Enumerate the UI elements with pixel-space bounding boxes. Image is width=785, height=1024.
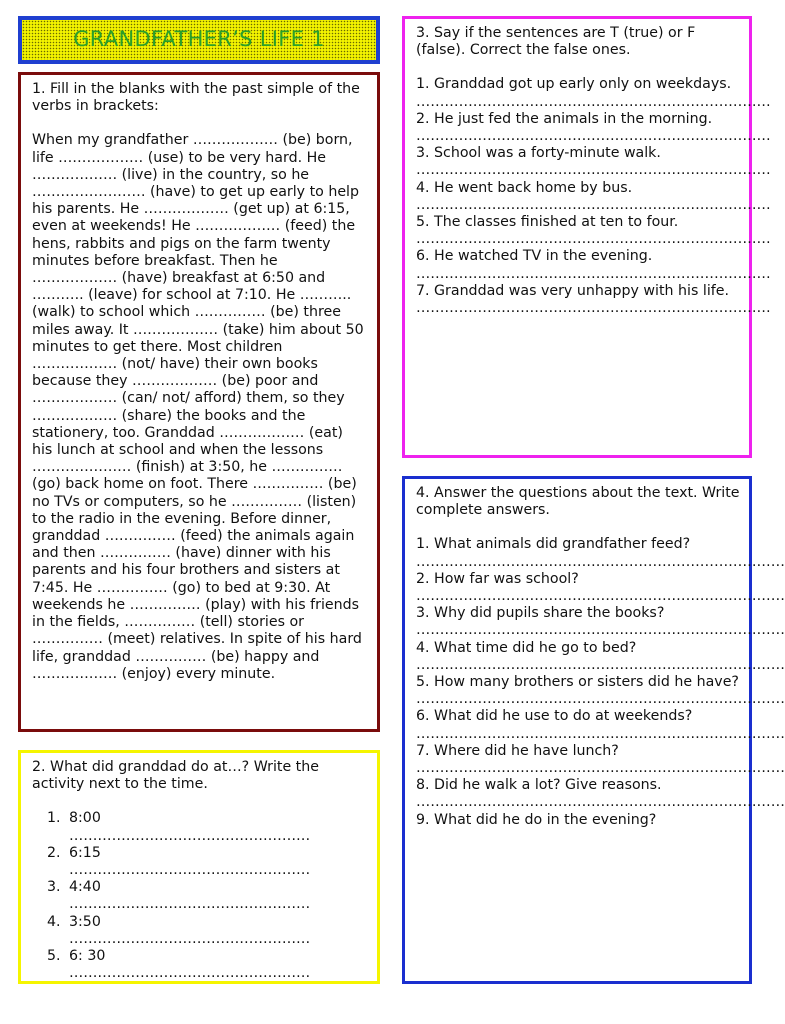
statement: 4. He went back home by bus. [416,179,633,196]
answer-blank[interactable]: …………………………………………………………………… [416,725,785,742]
answer-blank[interactable]: …………………………………………………………………… [416,588,785,605]
exercise-2-instruction: 2. What did granddad do at…? Write the activity next to the time. [32,759,319,793]
exercise-1-text: When my grandfather ……………… (be) born, life ……………… (use) to be very hard. He ……………… (live) in the country, so he …………………… (have) to get up early to help his parents. He ……………… (get up) at 6:15, even at weekends! He ……………… (feed) the hens, rabbits and pigs on the farm twenty minutes before breakfast. Then he ……………… (have) breakfast at 6:50 and ……….. (leave) for school at 7:10. He ……….. (walk) to school which …………… (be) three miles away. It ……………… (take) him about 50 minutes to get there. Most children ……………… (not/ have) their own books because they ……………… (be) poor and ……………… (can/ not/ afford) them, so they ……………… (share) the books and the stationery, too. Granddad ……………… (eat) his lunch at school and when the lessons ………………… (finish) at 3:50, he …………… (go) back home on foot. There …………… (be) no TVs or computers, so he …………… (listen) to the radio in the evening. Before dinner, granddad …………… (feed) the animals again and then …………… (have) dinner with his parents and his four brothers and sisters at 7:45. He …………… (go) to bed at 9:30. At weekends he …………… (play) with his friends in the fields, …………… (tell) stories or …………… (meet) relatives. In spite of his hard life, granddad …………… (be) happy and ……………… (enjoy) every minute. [32,132,364,682]
statement: 6. He watched TV in the evening. [416,248,653,265]
exercise-3-box [402,16,771,458]
answer-blank[interactable]: …………………………………………………………………… [416,760,785,777]
answer-blank[interactable]: …………………………………………… [69,965,311,982]
time-list [32,810,367,982]
answer-blank[interactable]: ………………………………………………………………… [416,128,771,145]
statement: 5. The classes finished at ten to four. [416,214,679,231]
question: 1. What animals did grandfather feed? [416,536,691,553]
answer-blank[interactable]: …………………………………………… [69,896,311,913]
answer-blank[interactable]: ………………………………………………………………… [416,162,771,179]
question: 9. What did he do in the evening? [416,811,657,828]
time-label: 6: 30 [69,948,106,965]
statement: 1. Granddad got up early only on weekdays. [416,76,732,93]
time-label: 3:50 [69,913,101,930]
exercise-4-box [402,476,785,984]
exercise-1-box [18,72,380,732]
statement: 2. He just fed the animals in the morning. [416,110,713,127]
statement: 7. Granddad was very unhappy with his life. [416,282,729,299]
answer-blank[interactable]: ………………………………………………………………… [416,231,771,248]
answer-blank[interactable]: ………………………………………………………………… [416,196,771,213]
exercise-1-instruction: 1. Fill in the blanks with the past simple of the verbs in brackets: [32,81,360,115]
question: 6. What did he use to do at weekends? [416,708,693,725]
title-banner [18,16,380,64]
answer-blank[interactable]: …………………………………………… [69,930,311,947]
statement: 3. School was a forty-minute walk. [416,145,661,162]
answer-blank[interactable]: …………………………………………………………………… [416,622,785,639]
question: 3. Why did pupils share the books? [416,605,665,622]
answer-blank[interactable]: …………………………………………… [69,862,311,879]
time-item [65,914,367,948]
worksheet-title: GRANDFATHER’S LIFE 1 [73,27,325,52]
answer-blank[interactable]: …………………………………………………………………… [416,691,785,708]
answer-blank[interactable]: …………………………………………………………………… [416,656,785,673]
answer-blank[interactable]: …………………………………………………………………… [416,553,785,570]
answer-blank[interactable]: …………………………………………… [69,827,311,844]
time-label: 6:15 [69,844,101,861]
question: 7. Where did he have lunch? [416,742,619,759]
question: 5. How many brothers or sisters did he have? [416,674,739,691]
time-item [65,948,367,982]
exercise-3-instruction: 3. Say if the sentences are T (true) or F (false). Correct the false ones. [416,25,696,59]
question: 8. Did he walk a lot? Give reasons. [416,777,662,794]
exercise-2-box [18,750,380,984]
answer-blank[interactable]: ………………………………………………………………… [416,265,771,282]
question: 4. What time did he go to bed? [416,639,637,656]
time-item [65,879,367,913]
answer-blank[interactable]: ………………………………………………………………… [416,93,771,110]
answer-blank[interactable]: ………………………………………………………………… [416,300,771,317]
exercise-4-instruction: 4. Answer the questions about the text. Write complete answers. [416,485,740,519]
time-item [65,810,367,844]
answer-blank[interactable]: …………………………………………………………………… [416,794,785,811]
time-label: 8:00 [69,810,101,827]
time-label: 4:40 [69,879,101,896]
question: 2. How far was school? [416,570,579,587]
time-item [65,845,367,879]
